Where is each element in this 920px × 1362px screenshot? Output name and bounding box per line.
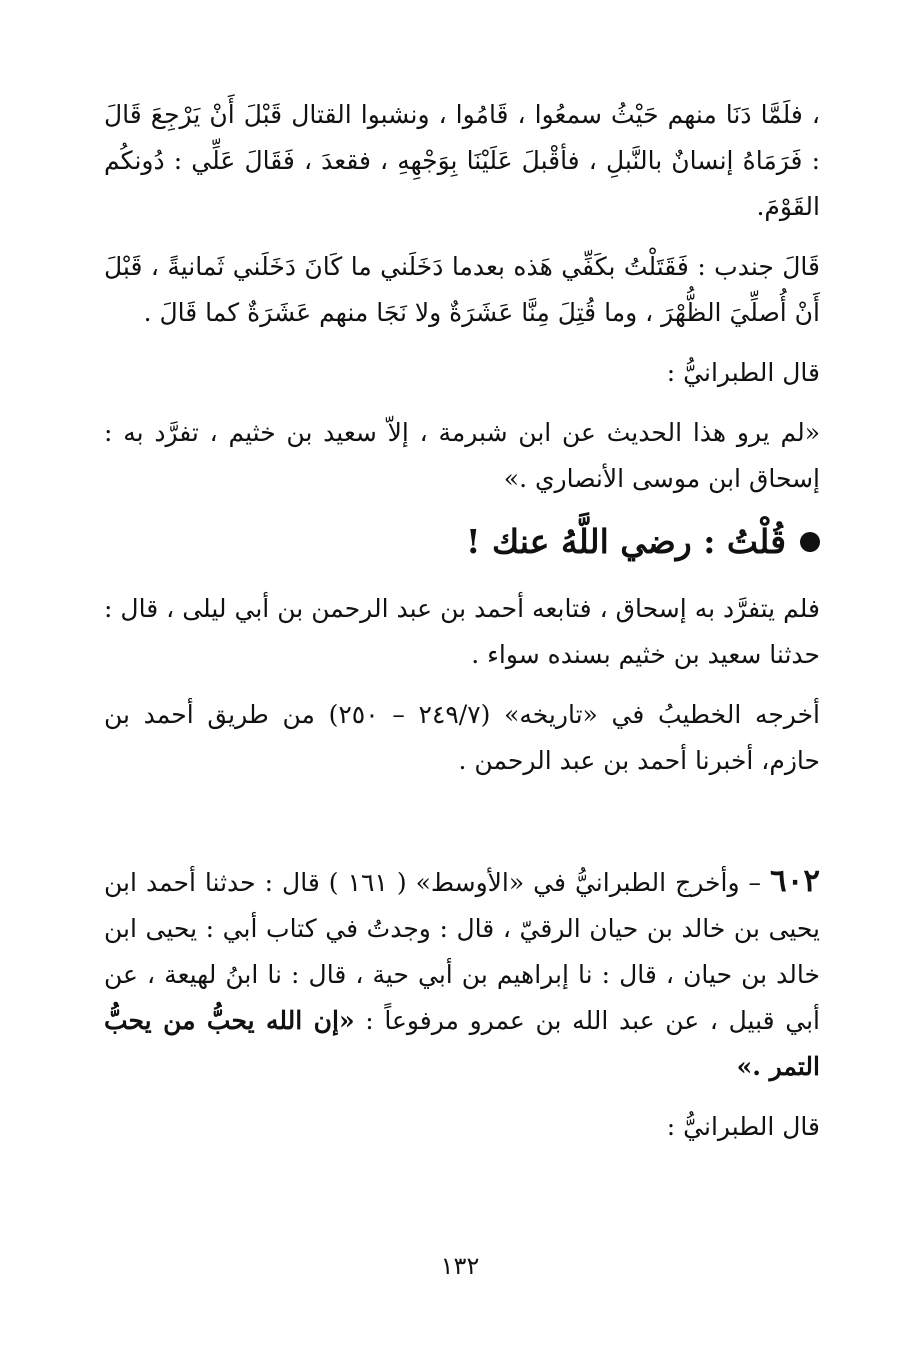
spacer	[104, 798, 820, 858]
hadith-chain-text: – وأخرج الطبرانيُّ في «الأوسط» ( ١٦١ ) قال : حدثنا أحمد ابن يحيى بن خالد بن حيان الرقيّ ، قال : وجدتُ في كتاب أبي : يحيى ابن خالد بن حيان ، قال : نا إبراهيم بن أبي حية ، قال : نا ابنُ لهيعة ، عن أبي قبيل ، عن عبد الله بن عمرو مرفوعاً :	[104, 868, 820, 1035]
paragraph-tabarani-quote: «لم يرو هذا الحديث عن ابن شبرمة ، إلاّ سعيد بن خثيم ، تفرَّد به : إسحاق ابن موسى الأنصاري .»	[104, 418, 820, 493]
page-number: ١٣٢	[440, 1252, 480, 1280]
bullet-icon	[800, 532, 820, 552]
hadith-matn-text: «إن الله يحبُّ من يحبُّ التمر .»	[104, 1006, 820, 1081]
paragraph-khatib-reference: أخرجه الخطيبُ في «تاريخه» (٢٤٩/٧ – ٢٥٠) من طريق أحمد بن حازم، أخبرنا أحمد بن عبد الرحمن .	[104, 700, 820, 775]
section-heading	[104, 516, 820, 568]
paragraph-tabarani-closing: قال الطبرانيُّ :	[666, 1112, 820, 1141]
paragraph-battle-narration: ، فلَمَّا دَنَا منهم حَيْثُ سمعُوا ، قَامُوا ، ونشبوا القتال قَبْلَ أَنْ يَرْجِعَ قَالَ : فَرَمَاهُ إنسانٌ بالنَّبلِ ، فأقْبلَ عَلَيْنَا بِوَجْهِهِ ، فقعدَ ، فَقَالَ عَلِّي : دُونكُم القَوْمَ.	[104, 100, 820, 221]
paragraph-tabarani-intro: قال الطبرانيُّ :	[666, 358, 820, 387]
hadith-number: ٦٠٢	[770, 863, 820, 899]
paragraph-jundub-statement: قَالَ جندب : فَقَتَلْتُ بكَفِّي هَذه بعدما دَخَلَني ما كَانَ دَخَلَني ثَمانيةً ، قَبْلَ أَنْ أُصلِّيَ الظُّهْرَ ، وما قُتِلَ مِنَّا عَشَرَةٌ ولا نَجَا منهم عَشَرَةٌ كما قَالَ .	[104, 252, 820, 327]
hadith-entry	[104, 858, 820, 1090]
section-heading-text: قُلْتُ : رضي اللَّهُ عنك !	[466, 522, 786, 561]
paragraph-mutaba-note: فلم يتفرَّد به إسحاق ، فتابعه أحمد بن عبد الرحمن بن أبي ليلى ، قال : حدثنا سعيد بن خثيم بسنده سواء .	[104, 594, 820, 669]
